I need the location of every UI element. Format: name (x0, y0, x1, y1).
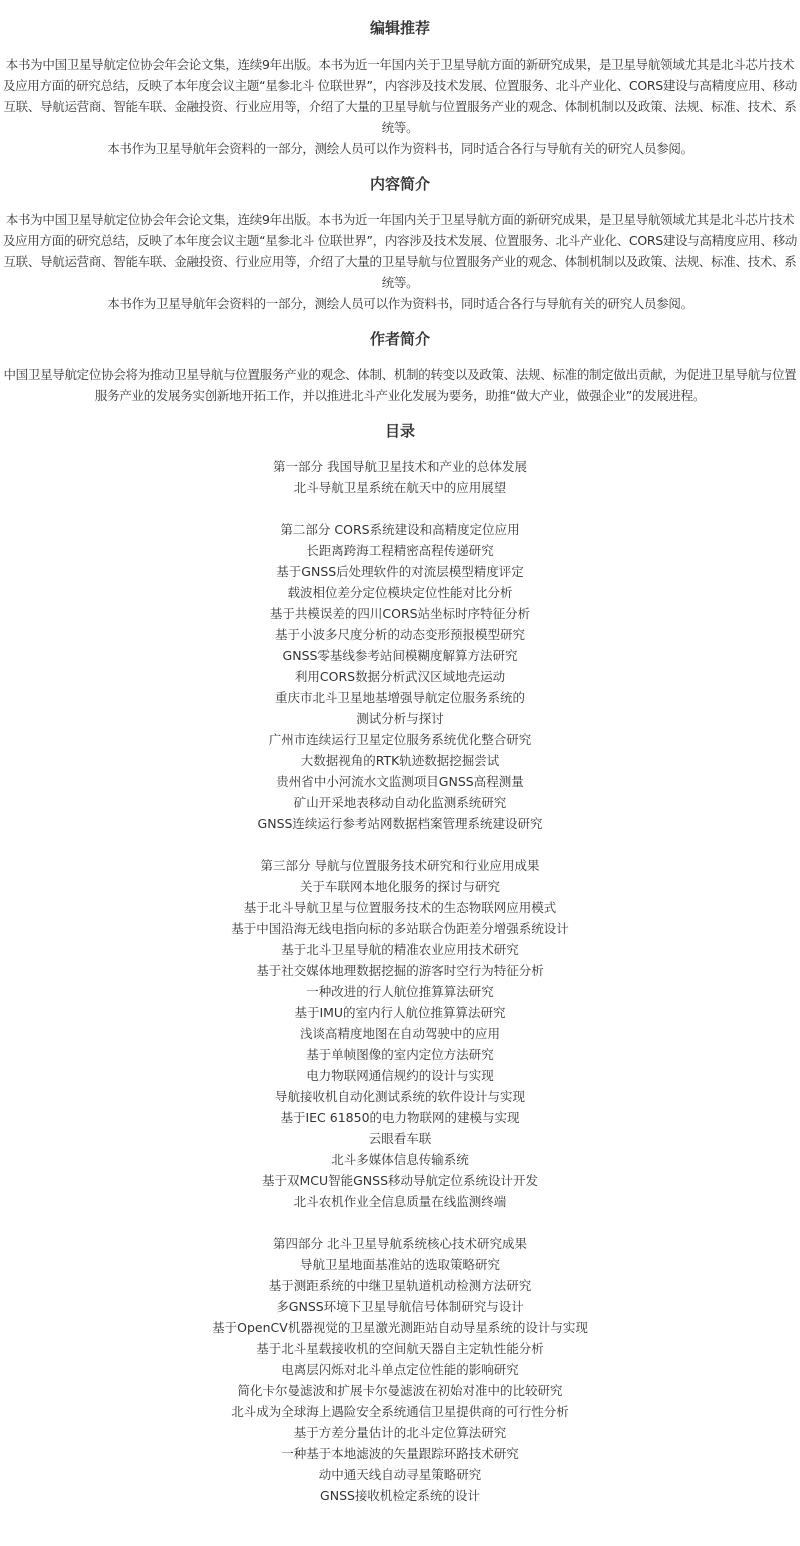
toc-entry: 基于测距系统的中继卫星轨道机动检测方法研究 (268, 1278, 532, 1293)
toc-entry: 浅谈高精度地图在自动驾驶中的应用 (299, 1026, 500, 1041)
toc-entry: GNSS连续运行参考站网数据档案管理系统建设研究 (257, 816, 543, 831)
toc-entry: 大数据视角的RTK轨迹数据挖掘尝试 (300, 753, 500, 768)
toc-entry: 基于社交媒体地理数据挖掘的游客时空行为特征分析 (256, 963, 544, 978)
toc-entry: 导航接收机自动化测试系统的软件设计与实现 (274, 1089, 525, 1104)
toc-entry: 基于OpenCV机器视觉的卫星激光测距站自动导星系统的设计与实现 (212, 1320, 588, 1335)
table-of-contents (2, 456, 798, 1506)
toc-entry: 北斗导航卫星系统在航天中的应用展望 (293, 480, 507, 495)
toc-entry: 广州市连续运行卫星定位服务系统优化整合研究 (268, 732, 532, 747)
toc-entry: 关于车联网本地化服务的探讨与研究 (299, 879, 500, 894)
toc-entry: 北斗多媒体信息传输系统 (331, 1152, 469, 1167)
toc-entry: 重庆市北斗卫星地基增强导航定位服务系统的 (274, 690, 525, 705)
toc-entry: 多GNSS环境下卫星导航信号体制研究与设计 (276, 1299, 524, 1314)
toc-group (2, 519, 798, 834)
toc-entry: 简化卡尔曼滤波和扩展卡尔曼滤波在初始对准中的比较研究 (237, 1383, 563, 1398)
editor-recommend-paragraph-1: 本书为中国卫星导航定位协会年会论文集，连续9年出版。本书为近一年国内关于卫星导航方面的新研究成果，是卫星导航领域尤其是北斗芯片技术及应用方面的研究总结，反映了本年度会议主题“星参北斗 位联世界”，内容涉及技术发展、位置服务、北斗产业化、CORS建设与高精度应用、移动互联、导航运营商、智能车联、金融投资、行业应用等，介绍了大量的卫星导航与位置服务产业的观念、体制机制以及政策、法规、标准、技术、系统等。 (2, 57, 798, 135)
toc-entry: 基于共模误差的四川CORS站坐标时序特征分析 (269, 606, 531, 621)
toc-entry: 北斗农机作业全信息质量在线监测终端 (293, 1194, 507, 1209)
toc-entry: GNSS接收机检定系统的设计 (320, 1488, 480, 1503)
toc-entry: 一种改进的行人航位推算算法研究 (306, 984, 494, 999)
toc-group (2, 456, 798, 498)
toc-part-heading: 第二部分 CORS系统建设和高精度定位应用 (280, 522, 520, 537)
content-intro-title: 内容简介 (369, 175, 430, 193)
toc-entry: 基于中国沿海无线电指向标的多站联合伪距差分增强系统设计 (231, 921, 569, 936)
toc-entry: 基于单帧图像的室内定位方法研究 (306, 1047, 494, 1062)
toc-entry: GNSS零基线参考站间模糊度解算方法研究 (282, 648, 518, 663)
author-intro-paragraph: 中国卫星导航定位协会将为推动卫星导航与位置服务产业的观念、体制、机制的转变以及政策、法规、标准的制定做出贡献，为促进卫星导航与位置服务产业的发展务实创新地开拓工作，并以推进北斗产业化发展为要务，助推“做大产业，做强企业”的发展进程。 (3, 367, 797, 403)
toc-entry: 一种基于本地滤波的矢量跟踪环路技术研究 (281, 1446, 519, 1461)
toc-entry: 基于双MCU智能GNSS移动导航定位系统设计开发 (261, 1173, 539, 1188)
toc-entry: 贵州省中小河流水文监测项目GNSS高程测量 (276, 774, 524, 789)
toc-group (2, 855, 798, 1212)
toc-entry: 基于GNSS后处理软件的对流层模型精度评定 (276, 564, 524, 579)
toc-entry: 测试分析与探讨 (356, 711, 444, 726)
toc-entry: 载波相位差分定位模块定位性能对比分析 (287, 585, 513, 600)
content-intro-paragraph-1: 本书为中国卫星导航定位协会年会论文集，连续9年出版。本书为近一年国内关于卫星导航方面的新研究成果，是卫星导航领域尤其是北斗芯片技术及应用方面的研究总结，反映了本年度会议主题“星参北斗 位联世界”，内容涉及技术发展、位置服务、北斗产业化、CORS建设与高精度应用、移动互联、导航运营商、智能车联、金融投资、行业应用等，介绍了大量的卫星导航与位置服务产业的观念、体制机制以及政策、法规、标准、技术、系统等。 (2, 212, 798, 290)
toc-entry: 长距离跨海工程精密高程传递研究 (306, 543, 494, 558)
toc-entry: 基于IMU的室内行人航位推算算法研究 (294, 1005, 506, 1020)
toc-entry: 电力物联网通信规约的设计与实现 (306, 1068, 494, 1083)
toc-entry: 动中通天线自动寻星策略研究 (318, 1467, 482, 1482)
toc-group-spacer (2, 498, 798, 519)
content-intro-paragraph-2: 本书作为卫星导航年会资料的一部分，测绘人员可以作为资料书，同时适合各行与导航有关的研究人员参阅。 (107, 296, 693, 311)
toc-part-heading: 第四部分 北斗卫星导航系统核心技术研究成果 (273, 1236, 527, 1251)
editor-recommend-title: 编辑推荐 (369, 19, 430, 37)
toc-entry: 基于北斗卫星导航的精准农业应用技术研究 (281, 942, 519, 957)
toc-entry: 基于方差分量估计的北斗定位算法研究 (293, 1425, 507, 1440)
toc-group (2, 1233, 798, 1506)
toc-entry: 基于小波多尺度分析的动态变形预报模型研究 (274, 627, 525, 642)
toc-entry: 基于北斗星载接收机的空间航天器自主定轨性能分析 (256, 1341, 544, 1356)
toc-entry: 电离层闪烁对北斗单点定位性能的影响研究 (281, 1362, 519, 1377)
toc-title: 目录 (384, 422, 415, 440)
toc-entry: 基于北斗导航卫星与位置服务技术的生态物联网应用模式 (243, 900, 557, 915)
toc-entry: 云眼看车联 (368, 1131, 432, 1146)
toc-group-spacer (2, 834, 798, 855)
toc-part-heading: 第三部分 导航与位置服务技术研究和行业应用成果 (260, 858, 540, 873)
editor-recommend-paragraph-2: 本书作为卫星导航年会资料的一部分，测绘人员可以作为资料书，同时适合各行与导航有关的研究人员参阅。 (107, 141, 693, 156)
toc-entry: 矿山开采地表移动自动化监测系统研究 (293, 795, 507, 810)
toc-group-spacer (2, 1212, 798, 1233)
toc-entry: 导航卫星地面基准站的选取策略研究 (299, 1257, 500, 1272)
toc-part-heading: 第一部分 我国导航卫星技术和产业的总体发展 (273, 459, 527, 474)
author-intro-title: 作者简介 (369, 330, 430, 348)
toc-entry: 利用CORS数据分析武汉区域地壳运动 (294, 669, 506, 684)
toc-entry: 北斗成为全球海上遇险安全系统通信卫星提供商的可行性分析 (231, 1404, 569, 1419)
toc-entry: 基于IEC 61850的电力物联网的建模与实现 (280, 1110, 520, 1125)
